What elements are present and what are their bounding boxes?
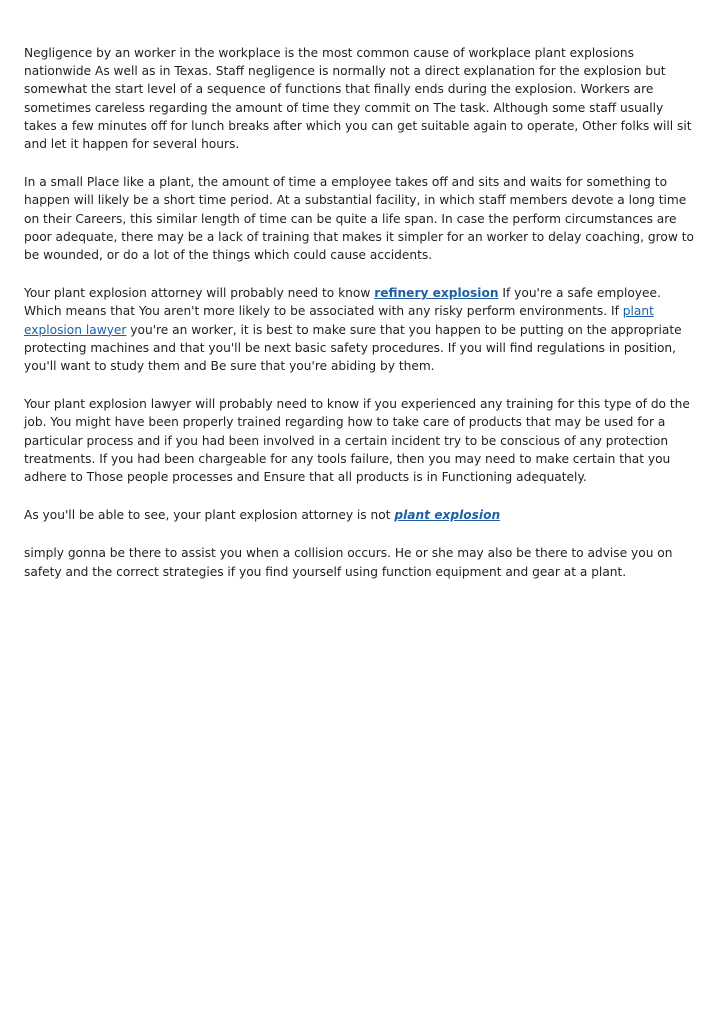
plant-explosion-link[interactable]: plant explosion [394,508,501,523]
paragraph-4: Your plant explosion lawyer will probably need to know if you experienced any training for this type of do the job. You might have been properly trained regarding how to take care of products that may be used for a particular process and if you had been involved in a certain incident try to be conscious of any protection treatments. If you had been chargeable for any tools failure, then you may need to make certain that you adhere to Those people processes and Ensure that all products is in Functioning adequately. [24,397,690,485]
paragraph-3-text-middle: If you're a safe employee. Which means that You aren't more likely to be associated with any risky perform environments. If [24,286,661,319]
plant-explosion-lawyer-link[interactable]: plant explosion lawyer [24,304,654,337]
paragraph-3-text-before: Your plant explosion attorney will probably need to know [24,286,375,301]
paragraph-2: In a small Place like a plant, the amount of time a employee takes off and sits and waits for something to happen will likely be a short time period. At a substantial facility, in which staff members devote a long time on their Careers, this similar length of time can be quite a life span. In case the perform circumstances are poor adequate, there may be a lack of training that makes it simpler for an worker to delay coaching, grow to be wounded, or do a lot of the things which could cause accidents. [24,175,694,263]
paragraph-5 [24,506,696,524]
refinery-explosion-link[interactable]: refinery explosion [374,286,499,301]
paragraph-1: Negligence by an worker in the workplace is the most common cause of workplace plant explosions nationwide As well as in Texas. Staff negligence is normally not a direct explanation for the explosion but somewhat the start level of a sequence of functions that finally ends during the explosion. Workers are sometimes careless regarding the amount of time they commit on The task. Although some staff usually takes a few minutes off for lunch breaks after which you can get suitable again to operate, Other folks will sit and let it happen for several hours. [24,46,692,152]
paragraph-3-text-after: you're an worker, it is best to make sure that you happen to be putting on the appropriate protecting machines and that you'll be next basic safety procedures. If you will find regulations in position, you'll want to study them and Be sure that you're abiding by them. [24,322,682,374]
document-body [24,44,696,601]
paragraph-3 [24,284,696,375]
paragraph-6: simply gonna be there to assist you when a collision occurs. He or she may also be there to advise you on safety and the correct strategies if you find yourself using function equipment and gear at a plant. [24,546,673,579]
paragraph-5-text-before: As you'll be able to see, your plant explosion attorney is not [24,508,395,523]
